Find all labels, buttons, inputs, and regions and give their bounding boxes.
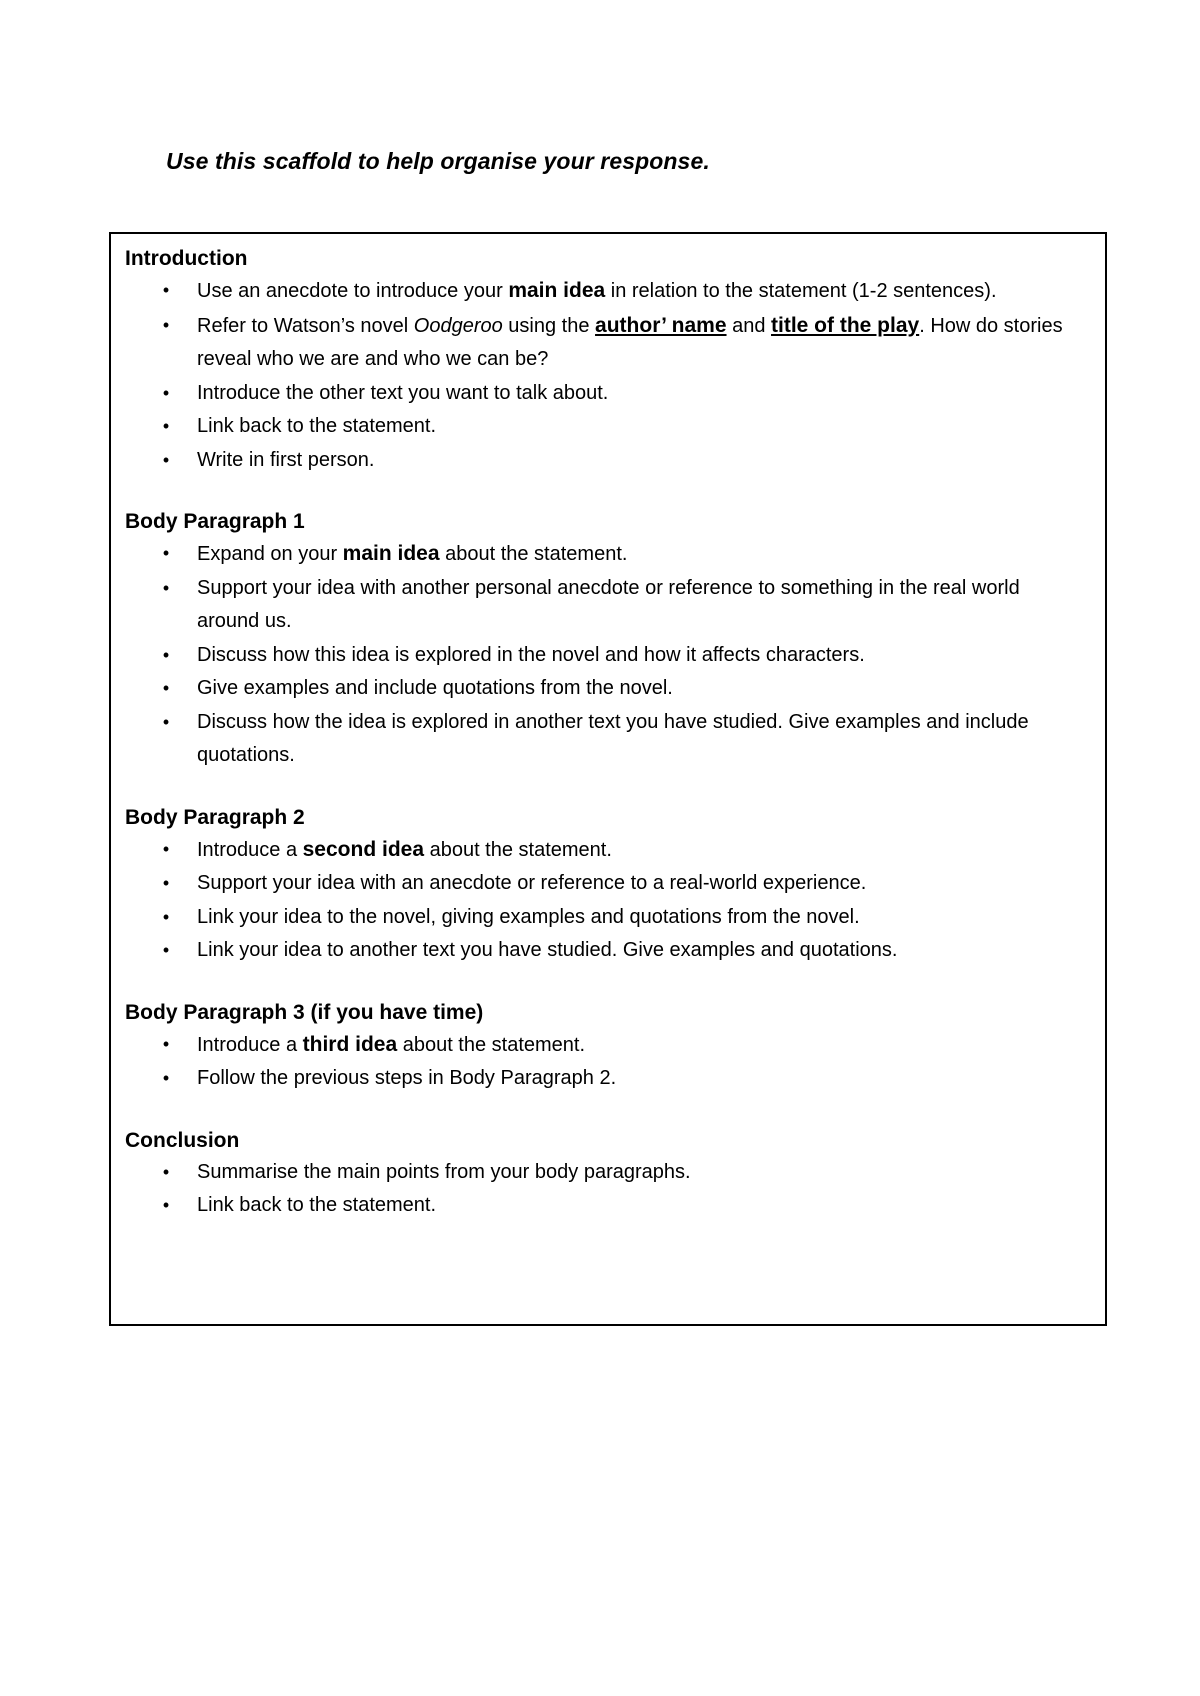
list-item <box>125 706 1105 773</box>
bullet-icon: • <box>162 838 170 859</box>
bullet-icon: • <box>162 644 170 665</box>
list-item <box>125 934 1105 968</box>
list-item <box>125 672 1105 706</box>
section-title: Introduction <box>125 247 248 270</box>
bullet-icon: • <box>162 382 170 403</box>
bullet-icon: • <box>162 906 170 927</box>
item-text: Link back to the statement. <box>197 1194 437 1216</box>
bullet-icon: • <box>162 1068 170 1088</box>
bullet-icon: • <box>162 1195 170 1215</box>
item-text: . How do stories reveal who we are and who we can be? <box>197 314 1063 370</box>
list-item <box>125 1156 1105 1190</box>
item-text: Introduce a <box>197 838 303 861</box>
bullet-icon: • <box>162 449 170 470</box>
emphasis-text: third idea <box>302 1032 398 1056</box>
section-title: Conclusion <box>125 1128 240 1152</box>
list-item <box>125 833 1105 868</box>
item-text: Use an anecdote to introduce your <box>197 280 509 302</box>
list-item <box>125 309 1105 377</box>
bullet-icon: • <box>162 416 170 436</box>
item-text: Link back to the statement. <box>197 415 437 437</box>
bullet-icon: • <box>162 280 170 300</box>
page-heading: Use this scaffold to help organise your response. <box>166 148 710 174</box>
item-text: Follow the previous steps in Body Paragraph 2. <box>197 1067 617 1089</box>
item-text: Refer to Watson’s novel <box>197 314 414 337</box>
list-item <box>125 1189 1105 1223</box>
bullet-icon: • <box>162 543 170 563</box>
item-text: Summarise the main points from your body paragraphs. <box>197 1160 691 1183</box>
list-item <box>125 1028 1105 1063</box>
bullet-list <box>125 537 1105 773</box>
item-text: in relation to the statement (1-2 sentences). <box>605 280 997 302</box>
underlined-emphasis-text: title of the play <box>771 313 920 337</box>
item-text: Introduce a <box>197 1033 303 1056</box>
item-text: Expand on your <box>197 543 343 565</box>
item-text: Introduce the other text you want to talk about. <box>197 381 609 404</box>
list-item <box>125 274 1105 309</box>
item-text: Give examples and include quotations from the novel. <box>197 677 673 699</box>
item-text: Write in first person. <box>197 448 375 471</box>
bullet-icon: • <box>162 314 170 335</box>
section <box>125 507 1105 773</box>
section <box>125 244 1105 477</box>
item-text: Discuss how the idea is explored in another text you have studied. Give examples and include quotations. <box>197 710 1029 766</box>
list-item <box>125 537 1105 572</box>
item-text: Link your idea to the novel, giving examples and quotations from the novel. <box>197 905 860 928</box>
scaffold-box <box>109 232 1107 1326</box>
bullet-icon: • <box>162 873 170 893</box>
item-text: using the <box>502 314 596 337</box>
bullet-icon: • <box>162 1161 170 1182</box>
item-text: Support your idea with another personal anecdote or reference to something in the real world around us. <box>197 576 1020 632</box>
section-title: Body Paragraph 2 <box>125 805 305 829</box>
item-text: about the statement. <box>424 838 612 861</box>
bullet-list <box>125 1028 1105 1096</box>
list-item <box>125 410 1105 444</box>
list-item <box>125 377 1105 411</box>
item-text: Discuss how this idea is explored in the novel and how it affects characters. <box>197 643 865 666</box>
emphasis-text: main idea <box>508 279 606 302</box>
item-text: and <box>726 314 772 337</box>
list-item <box>125 444 1105 478</box>
list-item <box>125 639 1105 673</box>
italic-title-text: Oodgeroo <box>413 314 503 337</box>
list-item <box>125 1062 1105 1096</box>
list-item <box>125 867 1105 901</box>
section <box>125 1126 1105 1223</box>
section-title: Body Paragraph 1 <box>125 510 305 533</box>
emphasis-text: second idea <box>302 837 425 861</box>
item-text: about the statement. <box>439 543 628 565</box>
bullet-icon: • <box>162 711 170 732</box>
list-item <box>125 572 1105 639</box>
bullet-icon: • <box>162 678 170 698</box>
bullet-list <box>125 833 1105 968</box>
section <box>125 998 1105 1096</box>
bullet-list <box>125 274 1105 477</box>
section <box>125 803 1105 968</box>
bullet-icon: • <box>162 940 170 960</box>
emphasis-text: main idea <box>342 542 440 565</box>
item-text: about the statement. <box>397 1033 586 1056</box>
bullet-list <box>125 1156 1105 1223</box>
bullet-icon: • <box>162 577 170 598</box>
bullet-icon: • <box>162 1033 170 1054</box>
item-text: Link your idea to another text you have studied. Give examples and quotations. <box>197 939 898 961</box>
section-title: Body Paragraph 3 (if you have time) <box>125 1000 484 1024</box>
underlined-emphasis-text: author’ name <box>595 313 727 337</box>
item-text: Support your idea with an anecdote or reference to a real-world experience. <box>197 872 867 894</box>
list-item <box>125 901 1105 935</box>
